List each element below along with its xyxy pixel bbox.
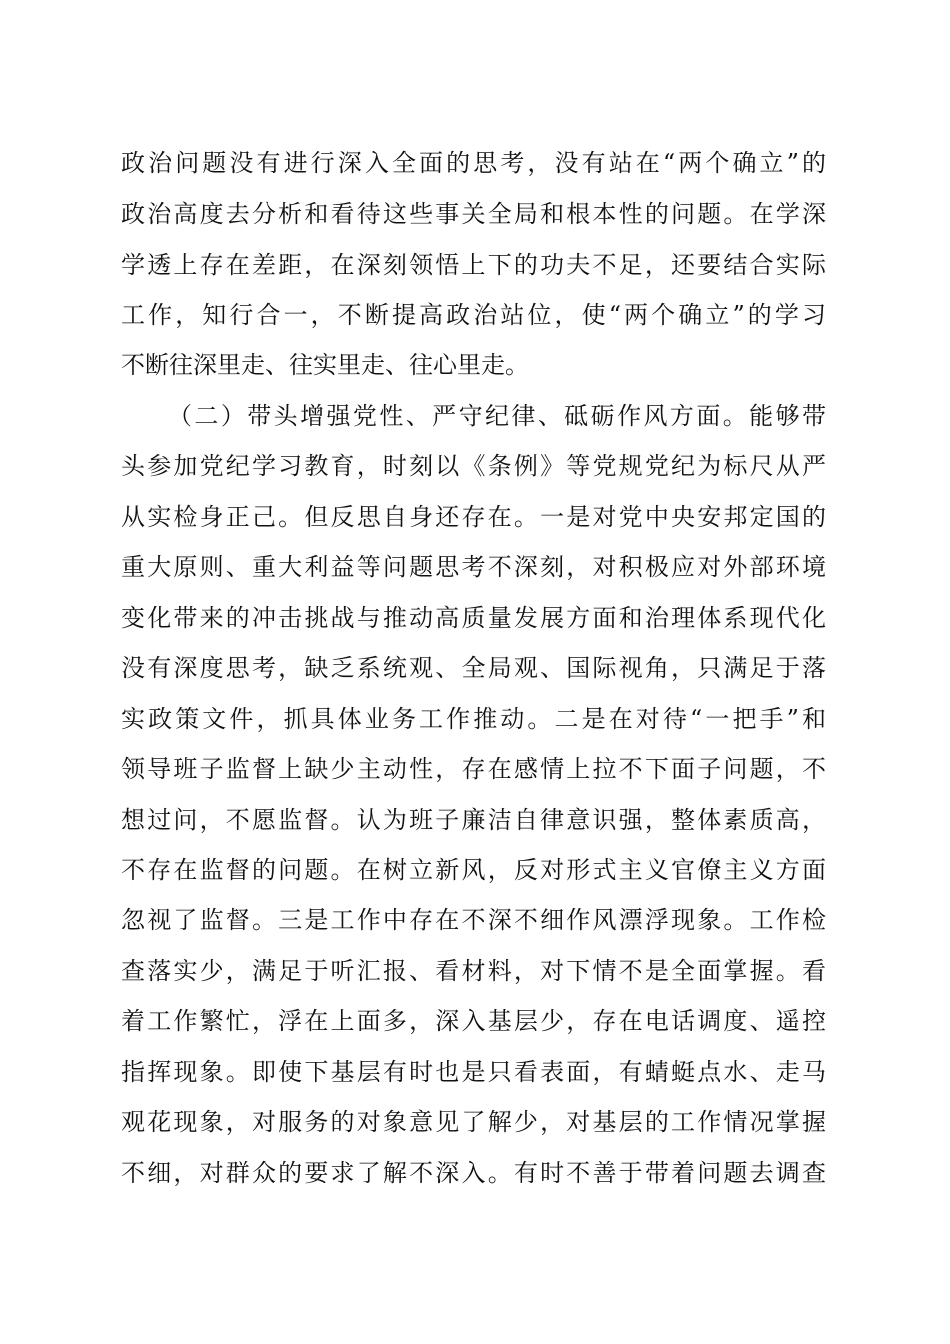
text-line: 工作，知行合一，不断提高政治站位，使“两个确立”的学习 — [121, 301, 826, 329]
text-line: 着工作繁忙，浮在上面多，深入基层少，存在电话调度、遥控 — [121, 1007, 826, 1035]
text-line: 不存在监督的问题。在树立新风，反对形式主义官僚主义方面 — [121, 856, 826, 884]
text-line: 没有深度思考，缺乏系统观、全局观、国际视角，只满足于落 — [121, 654, 826, 682]
text-line: 领导班子监督上缺少主动性，存在感情上拉不下面子问题，不 — [121, 755, 826, 783]
text-line: 实政策文件，抓具体业务工作推动。二是在对待“一把手”和 — [121, 705, 826, 733]
text-line: 从实检身正己。但反思自身还存在。一是对党中央安邦定国的 — [121, 503, 826, 531]
text-line: 观花现象，对服务的对象意见了解少，对基层的工作情况掌握 — [121, 1108, 826, 1136]
text-line: 头参加党纪学习教育，时刻以《条例》等党规党纪为标尺从严 — [121, 452, 826, 480]
text-line: 查落实少，满足于听汇报、看材料，对下情不是全面掌握。看 — [121, 957, 826, 985]
text-line: 政治高度去分析和看待这些事关全局和根本性的问题。在学深 — [121, 200, 826, 228]
text-line: 学透上存在差距，在深刻领悟上下的功夫不足，还要结合实际 — [121, 251, 826, 279]
text-line: 政治问题没有进行深入全面的思考，没有站在“两个确立”的 — [121, 149, 826, 177]
section-heading-line: （二）带头增强党性、严守纪律、砥砺作风方面。能够带 — [168, 402, 826, 430]
text-line: 指挥现象。即使下基层有时也是只看表面，有蜻蜓点水、走马 — [121, 1058, 826, 1086]
text-line: 想过问，不愿监督。认为班子廉洁自律意识强，整体素质高， — [121, 806, 826, 834]
text-line: 不断往深里走、往实里走、往心里走。 — [121, 351, 529, 379]
text-line: 重大原则、重大利益等问题思考不深刻，对积极应对外部环境 — [121, 553, 826, 581]
text-line: 忽视了监督。三是工作中存在不深不细作风漂浮现象。工作检 — [121, 906, 826, 934]
text-line: 不细，对群众的要求了解不深入。有时不善于带着问题去调查 — [121, 1159, 826, 1187]
text-line: 变化带来的冲击挑战与推动高质量发展方面和治理体系现代化 — [121, 604, 826, 632]
